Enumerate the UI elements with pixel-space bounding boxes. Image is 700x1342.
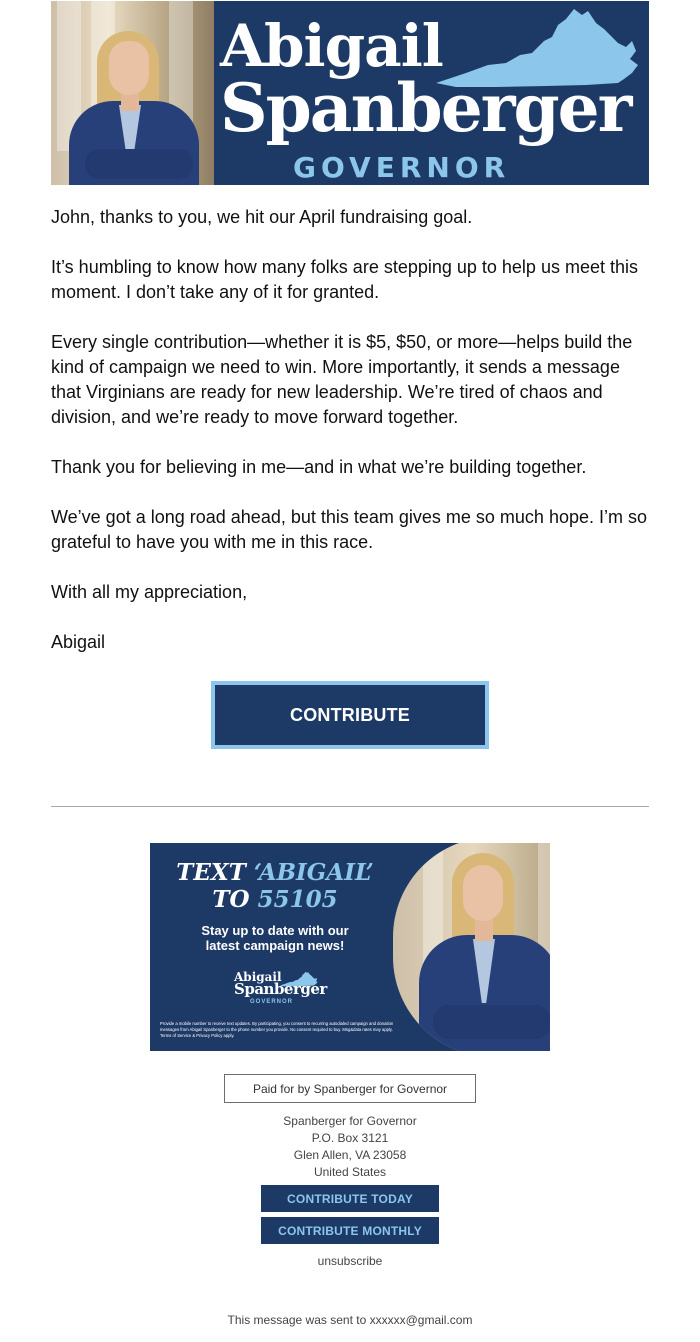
mailing-address xyxy=(150,1113,550,1181)
banner-office: GOVERNOR xyxy=(293,151,511,184)
address-line: United States xyxy=(313,1165,387,1179)
banner-logo xyxy=(214,1,649,185)
contribute-monthly-button[interactable]: CONTRIBUTE MONTHLY xyxy=(261,1217,439,1244)
banner-last-name: Spanberger xyxy=(220,69,631,147)
text-signup-banner[interactable] xyxy=(150,843,550,1051)
paragraph-contribution: Every single contribution—whether it is $5, $50, or more—helps build the kind of campaign we need to win. More importantly, it sends a message that Virginians are ready for new leadership. We’re tired of chaos and division, and we’re ready to move forward together. xyxy=(51,332,633,427)
contribute-button-border xyxy=(211,681,489,749)
paid-for-disclaimer: Paid for by Spanberger for Governor xyxy=(224,1074,476,1103)
text-keyword: ‘ABIGAIL’ xyxy=(253,859,374,886)
sms-fine-print: Provide a mobile number to receive text updates. By participating, you consent to recurring autodialed campaign and donation messages from Abigail Spanberger to the phone number you provide. No consent required to buy. Msg&data rates may apply. Terms of Service & Privacy Policy apply. xyxy=(160,1021,394,1038)
paragraph-humbling: It’s humbling to know how many folks are stepping up to help us meet this moment. I don’t take any of it for granted. xyxy=(51,257,638,302)
closing: With all my appreciation, xyxy=(51,582,248,602)
address-line: Spanberger for Governor xyxy=(283,1114,417,1128)
small-logo-first: Abigail xyxy=(234,970,282,984)
contribute-button[interactable]: CONTRIBUTE xyxy=(215,685,485,745)
paragraph-hope: We’ve got a long road ahead, but this team gives me so much hope. I’m so grateful to have you with me in this race. xyxy=(51,507,647,552)
email-body xyxy=(51,205,651,680)
candidate-photo xyxy=(51,1,214,185)
subtext-line-2: latest campaign news! xyxy=(205,938,345,953)
banner-first-name: Abigail xyxy=(220,12,443,80)
paragraph-thanks: Thank you for believing in me—and in what we’re building together. xyxy=(51,457,587,477)
candidate-photo-circle xyxy=(393,843,550,1051)
signature: Abigail xyxy=(51,632,106,652)
address-line: Glen Allen, VA 23058 xyxy=(293,1148,407,1162)
divider xyxy=(51,806,649,807)
paragraph-greeting: John, thanks to you, we hit our April fundraising goal. xyxy=(51,207,473,227)
address-line: P.O. Box 3121 xyxy=(311,1131,389,1145)
subtext-line-1: Stay up to date with our xyxy=(201,923,349,938)
header-banner xyxy=(51,1,649,185)
unsubscribe-link[interactable]: unsubscribe xyxy=(317,1254,383,1268)
text-word: TEXT xyxy=(176,859,246,886)
small-logo-office: GOVERNOR xyxy=(250,999,294,1005)
short-code: 55105 xyxy=(257,886,338,913)
contribute-today-button[interactable]: CONTRIBUTE TODAY xyxy=(261,1185,439,1212)
small-logo-last: Spanberger xyxy=(234,980,327,998)
sent-to-notice: This message was sent to xxxxxx@gmail.com xyxy=(227,1313,473,1327)
to-word: TO xyxy=(212,886,250,913)
small-logo xyxy=(232,969,332,1007)
text-keyword-headline xyxy=(150,859,400,913)
text-subtext xyxy=(150,923,400,953)
